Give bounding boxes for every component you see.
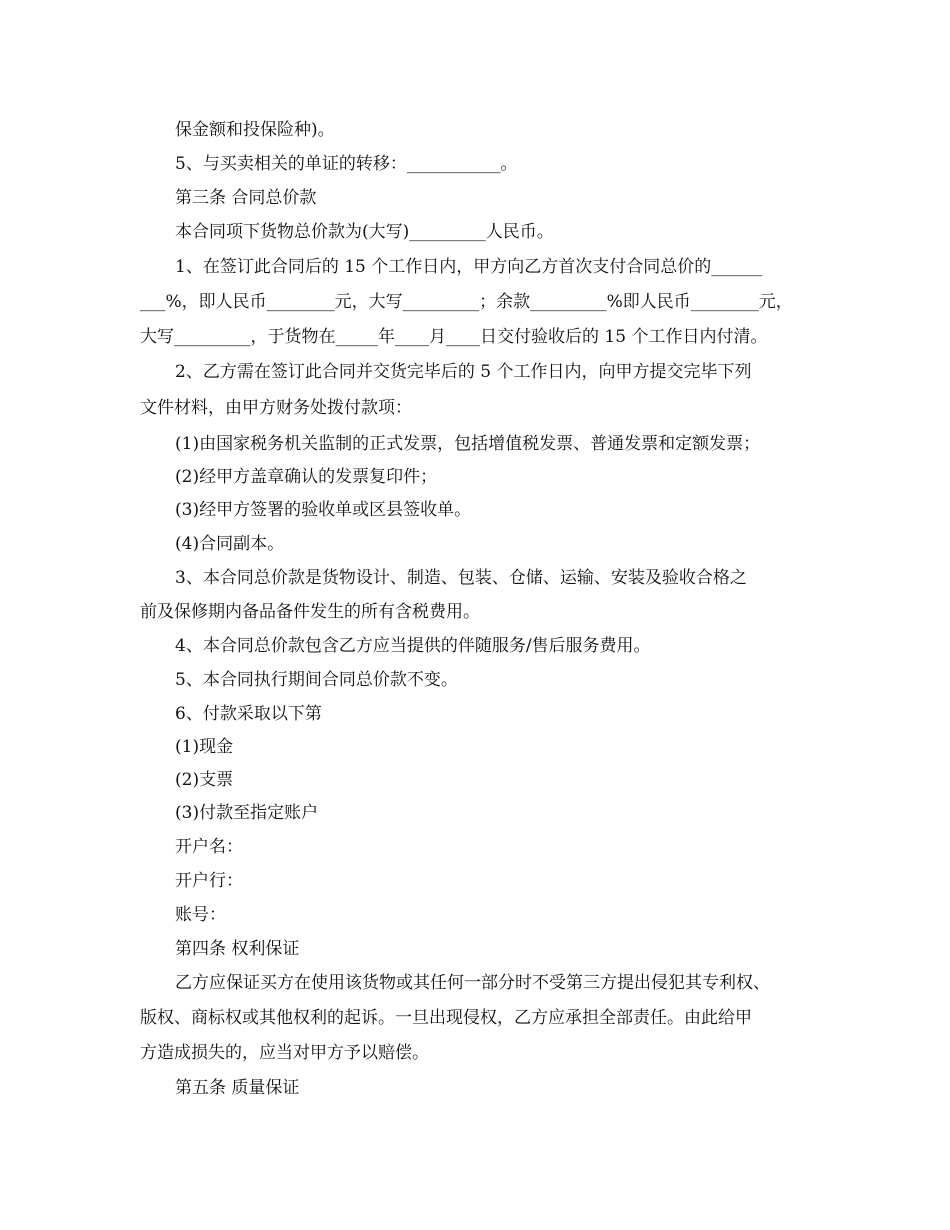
text-line: ___%，即人民币________元，大写_________；余款_________%即人民币________元，	[140, 292, 793, 312]
text-line: 乙方应保证买方在使用该货物或其任何一部分时不受第三方提出侵犯其专利权、	[175, 973, 770, 993]
section-heading: 第五条 质量保证	[175, 1078, 300, 1098]
text-line: 本合同项下货物总价款为(大写)_________人民币。	[175, 222, 554, 242]
text-line: 前及保修期内备品备件发生的所有含税费用。	[140, 602, 480, 622]
list-item: (2)支票	[175, 770, 234, 790]
account-name-label: 开户名：	[175, 837, 243, 857]
list-item: (3)付款至指定账户	[175, 803, 319, 823]
text-line: 4、本合同总价款包含乙方应当提供的伴随服务/售后服务费用。	[175, 636, 651, 656]
list-item: (4)合同副本。	[175, 534, 285, 554]
text-line: 2、乙方需在签订此合同并交货完毕后的 5 个工作日内，向甲方提交完毕下列	[175, 362, 752, 382]
text-line: 3、本合同总价款是货物设计、制造、包装、仓储、运输、安装及验收合格之	[175, 568, 747, 588]
text-line: 5、本合同执行期间合同总价款不变。	[175, 670, 458, 690]
text-line: 保金额和投保险种)。	[175, 120, 335, 140]
list-item: (1)由国家税务机关监制的正式发票，包括增值税发票、普通发票和定额发票；	[175, 434, 761, 454]
list-item: (3)经甲方签署的验收单或区县签收单。	[175, 500, 472, 520]
section-heading: 第四条 权利保证	[175, 939, 300, 959]
text-line: 大写_________，于货物在_____年____月____日交付验收后的 15 个工作日内付清。	[140, 327, 768, 347]
bank-label: 开户行：	[175, 871, 243, 891]
section-heading: 第三条 合同总价款	[175, 188, 317, 208]
text-line: 1、在签订此合同后的 15 个工作日内，甲方向乙方首次支付合同总价的______	[175, 257, 763, 277]
text-line: 版权、商标权或其他权利的起诉。一旦出现侵权，乙方应承担全部责任。由此给甲	[140, 1008, 752, 1028]
text-line: 6、付款采取以下第	[175, 704, 322, 724]
text-line: 方造成损失的，应当对甲方予以赔偿。	[140, 1043, 429, 1063]
account-number-label: 账号：	[175, 905, 226, 925]
text-line: 文件材料，由甲方财务处拨付款项：	[140, 398, 412, 418]
list-item: (2)经甲方盖章确认的发票复印件；	[175, 467, 438, 487]
list-item: (1)现金	[175, 737, 234, 757]
text-line: 5、与买卖相关的单证的转移：___________。	[175, 154, 518, 174]
